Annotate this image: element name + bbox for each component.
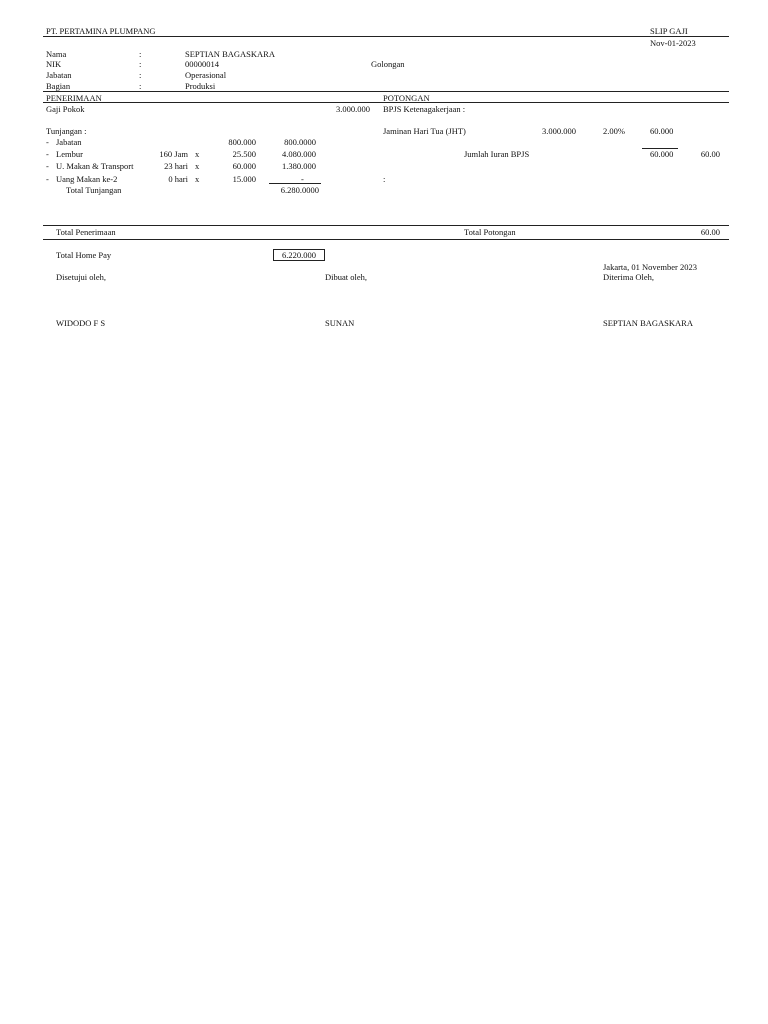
approved-name: WIDODO F S: [56, 318, 106, 328]
nama-value: SEPTIAN BAGASKARA: [185, 49, 275, 59]
totals-divider-top: [43, 225, 729, 226]
iuran-total: 60.00: [700, 149, 720, 159]
total-potongan-value: 60.00: [700, 227, 720, 237]
jht-amount: 60.000: [650, 126, 674, 136]
total-penerimaan-label: Total Penerimaan: [56, 227, 116, 237]
iuran-amount: 60.000: [650, 149, 674, 159]
nik-colon: :: [139, 59, 142, 69]
jht-rate: 2.00%: [603, 126, 625, 136]
row-amount: -: [301, 174, 304, 184]
header-divider: [43, 36, 729, 37]
row-rate: 15.000: [232, 174, 256, 184]
row-qty: 160 Jam: [159, 149, 188, 159]
section-divider-top: [43, 91, 729, 92]
nama-label: Nama: [46, 49, 67, 59]
row-qty: 0 hari: [168, 174, 188, 184]
jabatan-value: Operasional: [185, 70, 227, 80]
jht-label: Jaminan Hari Tua (JHT): [383, 126, 466, 136]
extra-colon: :: [383, 174, 386, 184]
total-potongan-label: Total Potongan: [464, 227, 516, 237]
received-label: Diterima Oleh,: [603, 272, 654, 282]
made-name: SUNAN: [325, 318, 355, 328]
penerimaan-header: PENERIMAAN: [46, 93, 102, 103]
row-label: Lembur: [56, 149, 83, 159]
totals-divider-bottom: [43, 239, 729, 240]
row-label: U. Makan & Transport: [56, 161, 134, 171]
gaji-pokok-label: Gaji Pokok: [46, 104, 85, 114]
golongan-label: Golongan: [371, 59, 405, 69]
row-amount: 4.080.000: [282, 149, 316, 159]
nik-value: 00000014: [185, 59, 219, 69]
row-rate: 800.000: [228, 137, 256, 147]
subtotal-underline: [269, 183, 321, 184]
document-date: Nov-01-2023: [650, 38, 696, 48]
nik-label: NIK: [46, 59, 62, 69]
row-rate: 60.000: [232, 161, 256, 171]
row-label: Jabatan: [56, 137, 82, 147]
place-date: Jakarta, 01 November 2023: [603, 262, 697, 272]
jabatan-colon: :: [139, 70, 142, 80]
row-amount: 800.0000: [284, 137, 316, 147]
row-x: x: [195, 149, 200, 159]
made-label: Dibuat oleh,: [325, 272, 368, 282]
row-dash: -: [46, 149, 49, 159]
total-tunjangan-label: Total Tunjangan: [66, 185, 122, 195]
bagian-value: Produksi: [185, 81, 216, 91]
total-tunjangan-value: 6.280.0000: [280, 185, 319, 195]
section-divider-bottom: [43, 102, 729, 103]
company-name: PT. PERTAMINA PLUMPANG: [46, 26, 156, 36]
nama-colon: :: [139, 49, 142, 59]
approved-label: Disetujui oleh,: [56, 272, 107, 282]
row-rate: 25.500: [232, 149, 256, 159]
home-pay-value: 6.220.000: [273, 249, 325, 261]
row-x: x: [195, 174, 200, 184]
bagian-colon: :: [139, 81, 142, 91]
home-pay-label: Total Home Pay: [56, 250, 112, 260]
tunjangan-label: Tunjangan :: [46, 126, 87, 136]
row-dash: -: [46, 137, 49, 147]
row-x: x: [195, 161, 200, 171]
received-name: SEPTIAN BAGASKARA: [603, 318, 693, 328]
row-amount: 1.380.000: [282, 161, 316, 171]
bagian-label: Bagian: [46, 81, 71, 91]
row-label: Uang Makan ke-2: [56, 174, 118, 184]
iuran-label: Jumlah Iuran BPJS: [464, 149, 530, 159]
gaji-pokok-value: 3.000.000: [336, 104, 370, 114]
document-title: SLIP GAJI: [650, 26, 688, 36]
potongan-header: POTONGAN: [383, 93, 430, 103]
jabatan-label: Jabatan: [46, 70, 72, 80]
jht-base: 3.000.000: [542, 126, 576, 136]
row-dash: -: [46, 174, 49, 184]
row-dash: -: [46, 161, 49, 171]
bpjs-label: BPJS Ketenagakerjaan :: [383, 104, 466, 114]
row-qty: 23 hari: [164, 161, 188, 171]
